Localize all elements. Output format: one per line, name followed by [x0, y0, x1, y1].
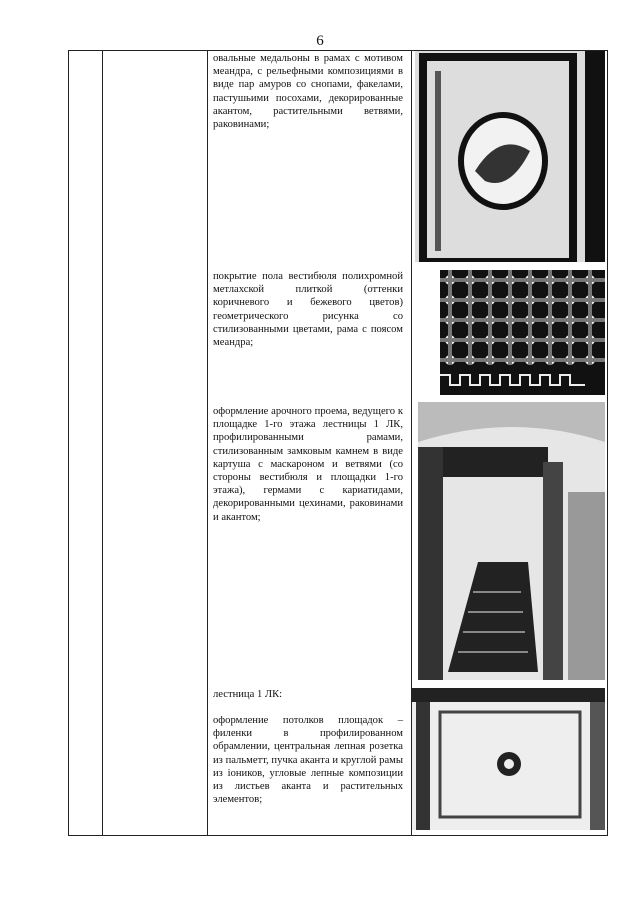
table-left-border — [68, 50, 69, 836]
page-number: 6 — [316, 33, 324, 49]
column-divider — [102, 50, 103, 836]
column-divider — [207, 50, 208, 836]
description-ceiling: оформление потолков площадок – филенки в профилированном обрамлении, центральная лепная розетка из пальметт, пучка аканта и круглой рамы из ioников, угловые лепные композиции из листьев аканта и растительных элементов; — [213, 715, 403, 806]
photo-oval-medallion — [415, 51, 605, 262]
description-arch-opening: оформление арочного проема, ведущего к площадке 1-го этажа лестницы 1 ЛК, профилированными рамами, стилизованным замковым камнем в виде картуша с маскароном и ветвями (со стороны вестибюля и площадки 1-го этажа), гермами с кариатидами, декорированными цехинами, раковинами и акантом; — [213, 406, 403, 523]
section-heading-staircase: лестница 1 ЛК: — [213, 689, 283, 700]
table-bottom-border — [68, 835, 608, 836]
photo-arch-opening — [418, 402, 605, 680]
photo-ceiling-rosette — [412, 688, 605, 830]
description-floor-tiles: покрытие пола вестибюля полихромной метлахской плиткой (оттенки коричневого и бежевого цветов) геометрического рисунка со стилизованными цветами, рама с поясом меандра; — [213, 271, 403, 349]
table-right-border — [607, 50, 608, 836]
description-oval-medallions: овальные медальоны в рамах с мотивом меандра, с рельефными композициями в виде пар амуров со снопами, факелами, пастушьими посохами, декорированные акантом, растительными ветвями, раковинами; — [213, 53, 403, 131]
photo-floor-tiles — [440, 270, 605, 395]
